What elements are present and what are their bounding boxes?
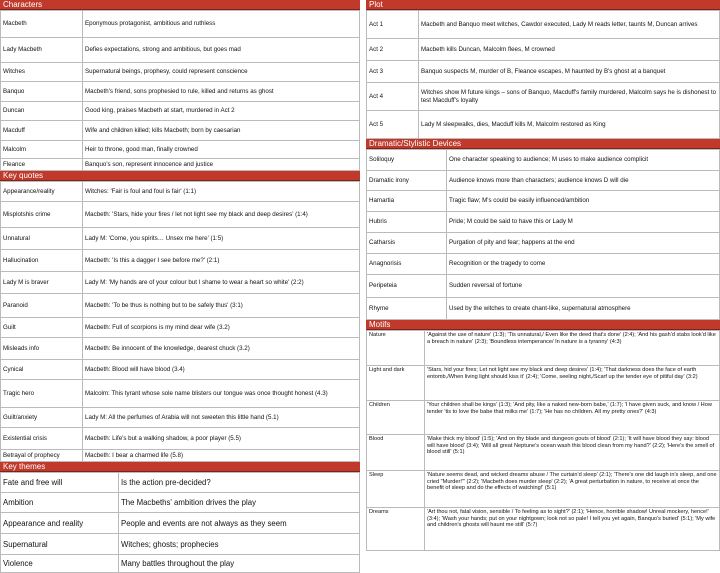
dramatic-devices-table	[366, 149, 720, 320]
characters-header: Characters	[0, 0, 360, 10]
motif-row	[367, 471, 720, 508]
character-row-value: Supernatural beings, prophesy, could represent conscience	[83, 63, 360, 82]
plot-row-value: Macbeth kills Duncan, Malcolm flees, M crowned	[419, 39, 720, 61]
plot-row-label: Act 4	[367, 83, 419, 111]
character-row	[1, 11, 360, 38]
character-row	[1, 159, 360, 171]
quote-row	[1, 360, 360, 380]
theme-row-label: Appearance and reality	[1, 513, 119, 534]
quote-row-value: Malcolm: This tyrant whose sole name blisters our tongue was once thought honest (4.3)	[83, 380, 360, 408]
plot-row	[367, 83, 720, 111]
device-row-label: Hamartia	[367, 191, 447, 212]
quote-row-label: Tragic hero	[1, 380, 83, 408]
quote-row	[1, 202, 360, 228]
quote-row	[1, 450, 360, 462]
themes-table	[0, 472, 360, 573]
device-row	[367, 191, 720, 212]
plot-row-label: Act 5	[367, 111, 419, 139]
character-row-value: Wife and children killed; kills Macbeth; born by caesarian	[83, 121, 360, 141]
quote-row-label: Paranoid	[1, 294, 83, 318]
quote-row-value: Macbeth: 'To be thus is nothing but to be safely thus' (3:1)	[83, 294, 360, 318]
motif-row	[367, 366, 720, 401]
theme-row-value: Many battles throughout the play	[119, 555, 360, 573]
character-row-label: Duncan	[1, 102, 83, 121]
theme-row-label: Fate and free will	[1, 473, 119, 493]
motif-row-label: Dreams	[367, 508, 425, 551]
quote-row-value: Lady M: 'My hands are of your colour but I shame to wear a heart so white' (2:2)	[83, 272, 360, 294]
character-row-label: Banquo	[1, 82, 83, 102]
quote-row	[1, 182, 360, 202]
plot-row-value: Witches show M future kings – sons of Banquo, Macduff's family murdered, Malcolm says he is dishonest to test Macduff's loyalty	[419, 83, 720, 111]
theme-row-label: Violence	[1, 555, 119, 573]
character-row	[1, 82, 360, 102]
characters-table	[0, 10, 360, 171]
right-column	[366, 0, 720, 551]
device-row-value: Audience knows more than characters; audience knows D will die	[447, 171, 720, 191]
plot-header: Plot	[366, 0, 720, 10]
quote-row-value: Macbeth: Life's but a walking shadow, a poor player (5.5)	[83, 428, 360, 450]
motif-row-value: 'Nature seems dead, and wicked dreams abuse / The curtain'd sleep' (2:1); 'There's one did laugh in's sleep, and one cried "Murder!"' (2:2); 'Macbeth does murder sleep' (2:2); 'A great perturbation in nature, to receive at once the benefit of sleep and do the effects of watching!' (5:1)	[425, 471, 720, 508]
theme-row-value: Is the action pre-decided?	[119, 473, 360, 493]
motif-row-value: 'Make thick my blood' (1:5); 'And on thy blade and dungeon gouts of blood' (2:1); 'It will have blood they say: blood will have blood' (3:4); 'Will all great Neptune's ocean wash this blood clean from my hand?' (2:2); 'Here's the smell of blood still' (5:1)	[425, 435, 720, 471]
quote-row-label: Cynical	[1, 360, 83, 380]
character-row-label: Lady Macbeth	[1, 38, 83, 63]
character-row	[1, 141, 360, 159]
motifs-header: Motifs	[366, 320, 720, 330]
quote-row-value: Witches: 'Fair is foul and foul is fair' (1:1)	[83, 182, 360, 202]
quote-row-label: Existential crisis	[1, 428, 83, 450]
quote-row-value: Macbeth: Full of scorpions is my mind dear wife (3.2)	[83, 318, 360, 338]
quote-row-value: Macbeth: Be innocent of the knowledge, dearest chuck (3.2)	[83, 338, 360, 360]
device-row-value: Sudden reversal of fortune	[447, 275, 720, 298]
motif-row-label: Nature	[367, 331, 425, 366]
quote-row	[1, 250, 360, 272]
quote-row	[1, 380, 360, 408]
plot-row-label: Act 1	[367, 11, 419, 39]
plot-row	[367, 11, 720, 39]
quote-row-value: Macbeth: 'Stars, hide your fires / let not light see my black and deep desires' (1:4)	[83, 202, 360, 228]
quote-row-label: Appearance/reality	[1, 182, 83, 202]
quote-row-label: Guilt/anxiety	[1, 408, 83, 428]
device-row	[367, 298, 720, 320]
quote-row-label: Unnatural	[1, 228, 83, 250]
quote-row-value: Lady M: 'Come, you spirits… Unsex me here' (1:5)	[83, 228, 360, 250]
quote-row	[1, 408, 360, 428]
theme-row-value: The Macbeths' ambition drives the play	[119, 493, 360, 513]
quote-row	[1, 318, 360, 338]
device-row	[367, 275, 720, 298]
quote-row	[1, 272, 360, 294]
dramatic-header: Dramatic/Stylistic Devices	[366, 139, 720, 149]
quote-row-label: Guilt	[1, 318, 83, 338]
device-row-value: Pride; M could be said to have this or Lady M	[447, 212, 720, 233]
themes-header: Key themes	[0, 462, 360, 472]
motif-row	[367, 508, 720, 551]
character-row-value: Macbeth's friend, sons prophesied to rule, killed and returns as ghost	[83, 82, 360, 102]
theme-row-label: Supernatural	[1, 534, 119, 555]
character-row-value: Defies expectations, strong and ambitious, but goes mad	[83, 38, 360, 63]
motif-row-label: Children	[367, 401, 425, 435]
plot-row	[367, 111, 720, 139]
character-row-value: Good king, praises Macbeth at start, murdered in Act 2	[83, 102, 360, 121]
motif-row-label: Blood	[367, 435, 425, 471]
device-row-value: Used by the witches to create chant-like, supernatural atmosphere	[447, 298, 720, 320]
motif-row	[367, 435, 720, 471]
plot-row-value: Macbeth and Banquo meet witches, Cawdor executed, Lady M reads letter, taunts M, Duncan arrives	[419, 11, 720, 39]
quote-row-label: Hallucination	[1, 250, 83, 272]
character-row-label: Witches	[1, 63, 83, 82]
character-row-value: Banquo's son, represent innocence and justice	[83, 159, 360, 171]
motif-row-label: Sleep	[367, 471, 425, 508]
plot-row-label: Act 3	[367, 61, 419, 83]
device-row-value: Recognition or the tragedy to come	[447, 254, 720, 275]
character-row	[1, 102, 360, 121]
quote-row-value: Macbeth: I bear a charmed life (5.8)	[83, 450, 360, 462]
theme-row-label: Ambition	[1, 493, 119, 513]
theme-row	[1, 513, 360, 534]
character-row-label: Macduff	[1, 121, 83, 141]
device-row	[367, 233, 720, 254]
device-row	[367, 150, 720, 171]
character-row-label: Fleance	[1, 159, 83, 171]
motif-row-value: 'Your children shall be kings' (1:3); 'And pity, like a naked new-born babe,' (1:7); 'I have given suck, and know / How tender 'tis to love the babe that milks me' (1:7); 'He has no children. All my pretty ones?' (4:3)	[425, 401, 720, 435]
character-row	[1, 121, 360, 141]
device-row	[367, 212, 720, 233]
theme-row	[1, 473, 360, 493]
quote-row-value: Macbeth: Blood will have blood (3.4)	[83, 360, 360, 380]
plot-row	[367, 39, 720, 61]
device-row-value: Tragic flaw; M's could be easily influenced/ambition	[447, 191, 720, 212]
character-row	[1, 63, 360, 82]
quote-row-label: Misleads info	[1, 338, 83, 360]
device-row-value: One character speaking to audience; M uses to make audience complicit	[447, 150, 720, 171]
device-row-value: Purgation of pity and fear; happens at the end	[447, 233, 720, 254]
motif-row-value: 'Stars, hid your fires; Let not light see my black and deep desires' (1:4); 'That darkness does the face of earth entomb,/When living light should kiss it' (2:4); 'Come, seeling night,/Scarf up the tender eye of pitiful day' (3:2)	[425, 366, 720, 401]
plot-row-value: Lady M sleepwalks, dies, Macduff kills M, Malcolm restored as King	[419, 111, 720, 139]
device-row	[367, 254, 720, 275]
quote-row-label: Misplotshis crime	[1, 202, 83, 228]
device-row-label: Dramatic irony	[367, 171, 447, 191]
character-row-value: Eponymous protagonist, ambitious and ruthless	[83, 11, 360, 38]
character-row-label: Malcolm	[1, 141, 83, 159]
theme-row	[1, 534, 360, 555]
quotes-header: Key quotes	[0, 171, 360, 181]
character-row-value: Heir to throne, good man, finally crowned	[83, 141, 360, 159]
quote-row	[1, 338, 360, 360]
character-row	[1, 38, 360, 63]
quote-row-value: Lady M: All the perfumes of Arabia will not sweeten this little hand (5.1)	[83, 408, 360, 428]
quote-row-label: Betrayal of prophecy	[1, 450, 83, 462]
character-row-label: Macbeth	[1, 11, 83, 38]
plot-row-label: Act 2	[367, 39, 419, 61]
device-row	[367, 171, 720, 191]
device-row-label: Peripeteia	[367, 275, 447, 298]
device-row-label: Soliloquy	[367, 150, 447, 171]
motifs-table	[366, 330, 720, 551]
device-row-label: Anagnorisis	[367, 254, 447, 275]
quote-row-label: Lady M is braver	[1, 272, 83, 294]
device-row-label: Catharsis	[367, 233, 447, 254]
theme-row-value: People and events are not always as they seem	[119, 513, 360, 534]
plot-table	[366, 10, 720, 139]
plot-row-value: Banquo suspects M, murder of B, Fleance escapes, M haunted by B's ghost at a banquet	[419, 61, 720, 83]
motif-row-value: 'Art thou not, fatal vision, sensible / To feeling as to sight?' (2:1); 'Hence, horrible shadow! Unreal mockery, hence!' (3:4); 'Wash your hands; put on your nightgown; look not so pale! I tell you yet again, Banquo's buried' (5:1); 'My wife and children's ghosts will haunt me still' (5:7)	[425, 508, 720, 551]
motif-row	[367, 331, 720, 366]
theme-row	[1, 555, 360, 573]
motif-row-label: Light and dark	[367, 366, 425, 401]
device-row-label: Hubris	[367, 212, 447, 233]
device-row-label: Rhyme	[367, 298, 447, 320]
theme-row	[1, 493, 360, 513]
motif-row	[367, 401, 720, 435]
quote-row	[1, 228, 360, 250]
plot-row	[367, 61, 720, 83]
quotes-table	[0, 181, 360, 462]
quote-row	[1, 428, 360, 450]
theme-row-value: Witches; ghosts; prophecies	[119, 534, 360, 555]
quote-row	[1, 294, 360, 318]
quote-row-value: Macbeth: 'Is this a dagger I see before me?' (2:1)	[83, 250, 360, 272]
motif-row-value: 'Against the use of nature' (1:3); 'Tis unnatural,/ Even like the deed that's done' (2:4); 'And his gash'd stabs look'd like a breach in nature' (2:3); 'Boundless intemperance/ In nature is a tyranny' (4:3)	[425, 331, 720, 366]
